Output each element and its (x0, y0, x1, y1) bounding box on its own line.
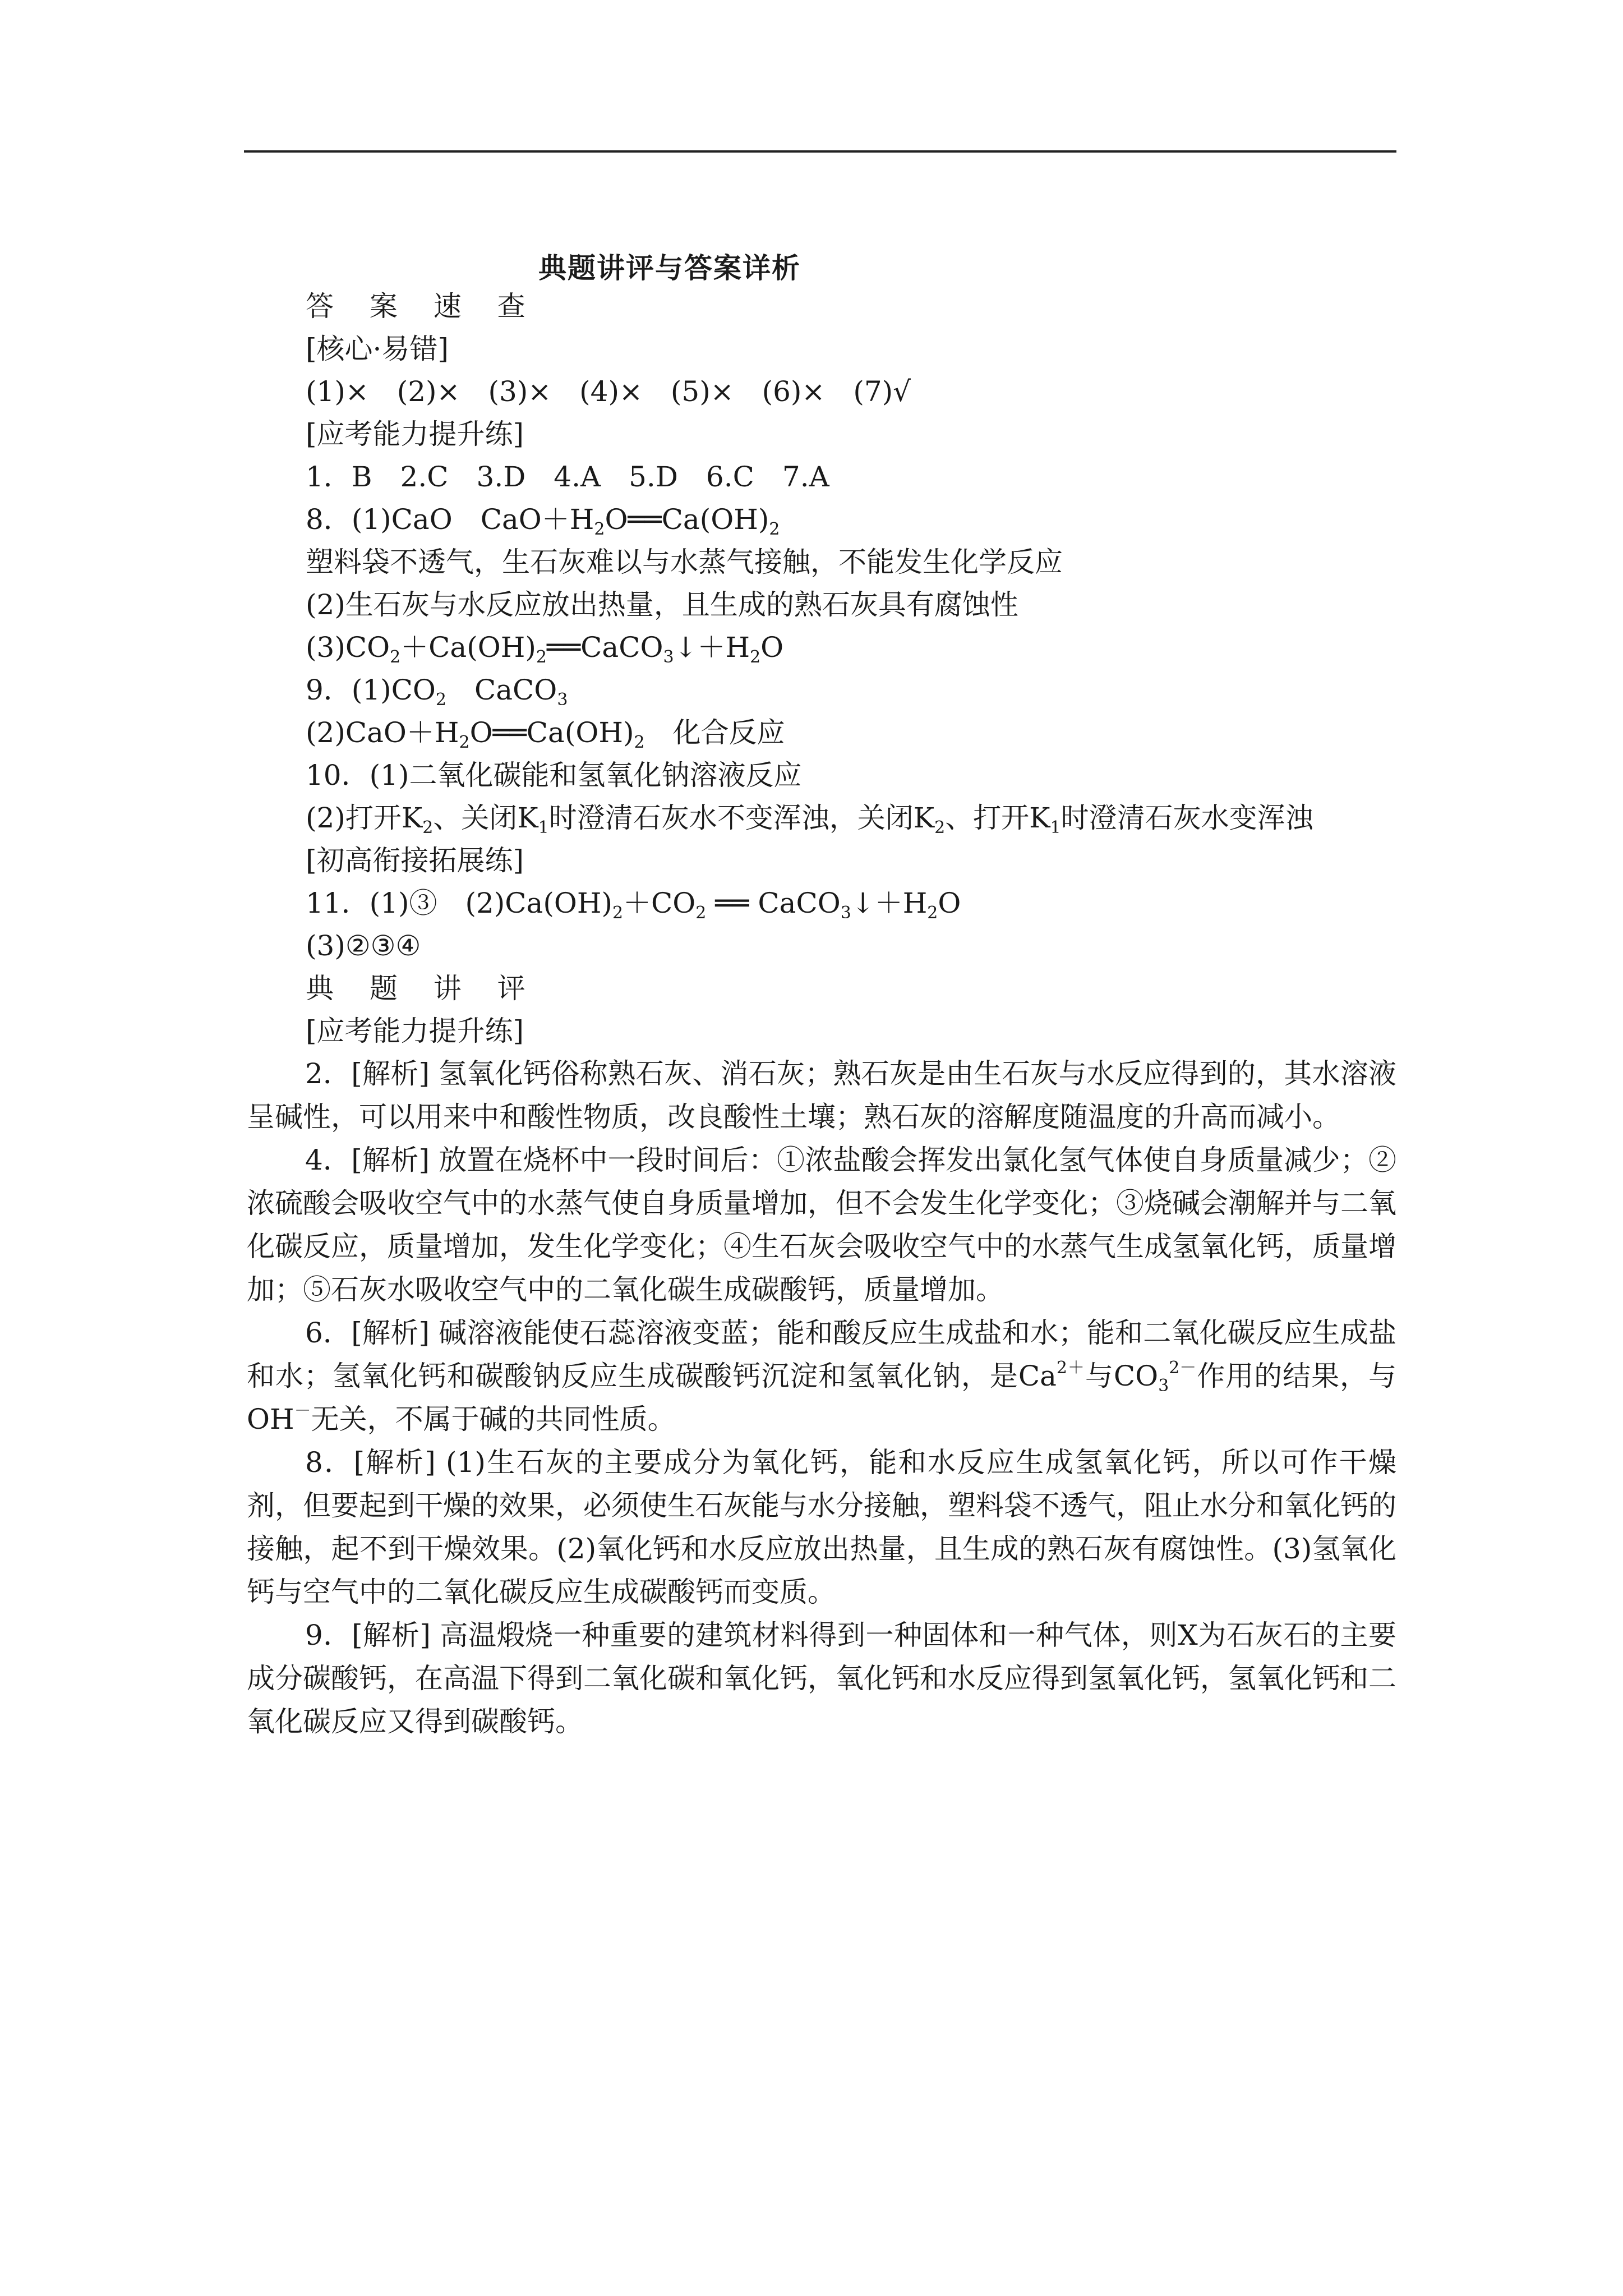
answer-9-part2: $(2)CaO+H_2O══Ca(OH)_2$ 化合反应 (306, 716, 785, 752)
answer-10-part2: (2)打开$K_2$、关闭$K_1$时澄清石灰水不变浑浊，关闭$K_2$、打开$K_1$时澄清石灰水变浑浊 (306, 802, 1313, 838)
explanation-2: 2．[解析] 氢氧化钙俗称熟石灰、消石灰；熟石灰是由生石灰与水反应得到的，其水溶液呈碱性，可以用来中和酸性物质，改良酸性土壤；熟石灰的溶解度随温度的升高而减小。 (247, 1057, 1396, 1133)
explanation-8: 8．[解析] (1)生石灰的主要成分为氧化钙，能和水反应生成氢氧化钙，所以可作干燥剂，但要起到干燥的效果，必须使生石灰能与水分接触，塑料袋不透气，阻止水分和氧化钙的接触，起不到干燥效果。(2)氧化钙和水反应放出热量，且生成的熟石灰有腐蚀性。(3)氢氧化钙与空气中的二氧化碳反应生成碳酸钙而变质。 (247, 1446, 1396, 1608)
core-errors-tag: [核心·易错] (306, 333, 449, 365)
bridge-practice-tag: [初高衔接拓展练] (306, 844, 524, 877)
answer-9-part1: 9．$(1)CO_2$ CaCO$_3$ (306, 674, 568, 710)
explanation-9: 9．[解析] 高温煅烧一种重要的建筑材料得到一种固体和一种气体，则X为石灰石的主要成分碳酸钙，在高温下得到二氧化碳和氧化钙，氧化钙和水反应得到氢氧化钙，氢氧化钙和二氧化碳反应又得到碳酸钙。 (247, 1619, 1396, 1738)
core-answers: (1)× (2)× (3)× (4)× (5)× (6)× (7)√ (306, 375, 911, 408)
multiple-choice-answers: 1．B 2.C 3.D 4.A 5.D 6.C 7.A (306, 461, 829, 493)
page-title: 典题讲评与答案详析 (538, 251, 801, 284)
explanation-4: 4．[解析] 放置在烧杯中一段时间后：①浓盐酸会挥发出氯化氢气体使自身质量减少；②浓硫酸会吸收空气中的水蒸气使自身质量增加，但不会发生化学变化；③烧碱会潮解并与二氧化碳反应，质量增加，发生化学变化；④生石灰会吸收空气中的水蒸气生成氢氧化钙，质量增加；⑤石灰水吸收空气中的二氧化碳生成碳酸钙，质量增加。 (247, 1144, 1396, 1306)
review-ability-tag: [应考能力提升练] (306, 1015, 524, 1047)
answer-10-part1: 10．(1)二氧化碳能和氢氧化钠溶液反应 (306, 759, 802, 792)
answer-8-reason: 塑料袋不透气，生石灰难以与水蒸气接触，不能发生化学反应 (306, 546, 1063, 578)
answer-11-part1: 11．(1)③ $(2)Ca(OH)_2+CO_2$ ══ $CaCO_3↓+H_2O$ (306, 887, 961, 923)
header-rule (244, 150, 1396, 153)
quick-answers-heading: 答 案 速 查 (306, 290, 539, 323)
answer-11-part3: (3)②③④ (306, 930, 421, 962)
explanation-6: 6．[解析] 碱溶液能使石蕊溶液变蓝；能和酸反应生成盐和水；能和二氧化碳反应生成盐和水；氢氧化钙和碳酸钠反应生成碳酸钙沉淀和氢氧化钠，是$Ca^{2+}$与$CO_3^{2-}$作用的结果，与OH－无关，不属于碱的共同性质。 (247, 1317, 1396, 1435)
answer-8-part2: (2)生石灰与水反应放出热量，且生成的熟石灰具有腐蚀性 (306, 588, 1018, 621)
answer-8-equation: 8．(1)CaO $CaO+H_2O══Ca(OH)_2$ (306, 503, 780, 539)
ability-practice-tag: [应考能力提升练] (306, 418, 524, 450)
review-heading: 典 题 讲 评 (306, 972, 539, 1005)
answer-8-part3: $(3)CO_2+Ca(OH)_2══CaCO_3↓+H_2O$ (306, 631, 784, 667)
